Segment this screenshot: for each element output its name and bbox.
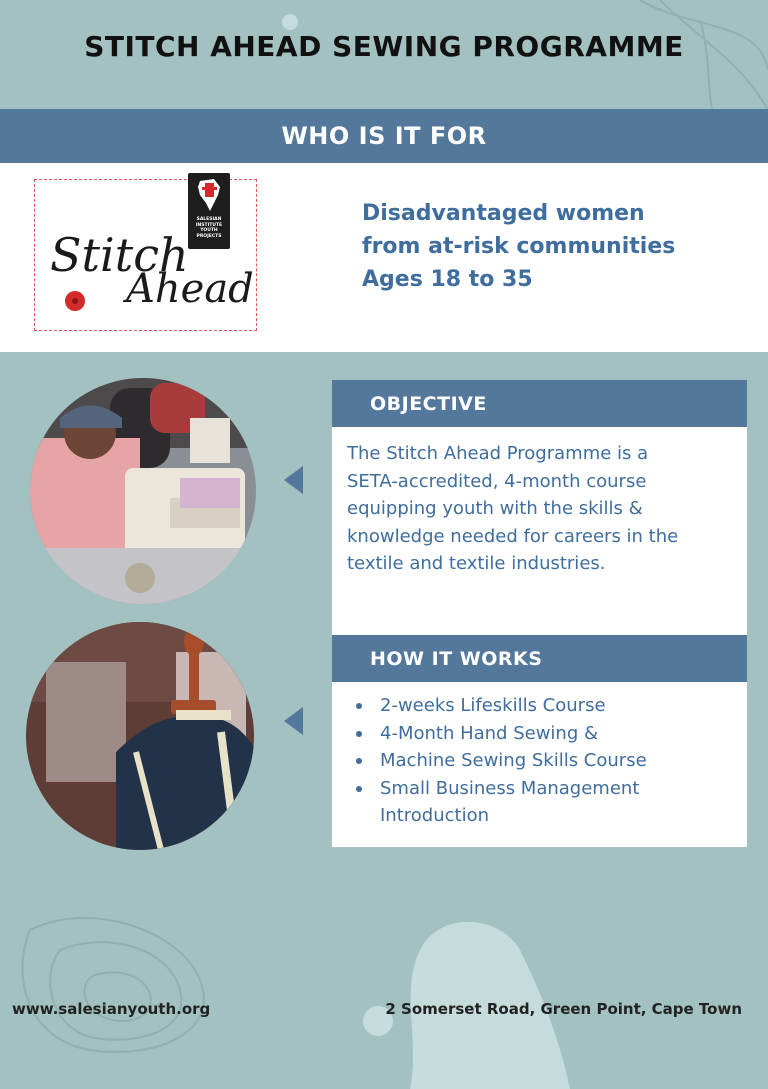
sewing-class-photo bbox=[30, 378, 256, 604]
how-it-works-pointer-icon bbox=[284, 707, 303, 735]
website-link[interactable]: www.salesianyouth.org bbox=[12, 1000, 211, 1018]
salesian-badge bbox=[188, 173, 230, 249]
objective-heading: OBJECTIVE bbox=[332, 380, 747, 427]
africa-map-icon bbox=[188, 173, 230, 217]
how-it-works-heading: HOW IT WORKS bbox=[332, 635, 747, 682]
who-is-it-for-heading: WHO IS IT FOR bbox=[0, 109, 768, 163]
logo-word-stitch: Stitch bbox=[50, 228, 189, 282]
sewing-button-icon bbox=[65, 291, 85, 311]
list-item: Machine Sewing Skills Course bbox=[356, 747, 647, 775]
how-it-works-list bbox=[356, 692, 647, 830]
list-item: Small Business Management Introduction bbox=[356, 775, 647, 830]
objective-text: The Stitch Ahead Programme is a SETA-accredited, 4-month course equipping youth with the skills & knowledge needed for careers in the textile and textile industries. bbox=[347, 443, 679, 574]
objective-pointer-icon bbox=[284, 466, 303, 494]
address-text: 2 Somerset Road, Green Point, Cape Town bbox=[385, 1000, 742, 1018]
who-is-it-for-text: Disadvantaged women from at-risk communities Ages 18 to 35 bbox=[362, 201, 676, 292]
mannequin-photo bbox=[26, 622, 254, 850]
logo-word-ahead: Ahead bbox=[126, 266, 254, 312]
list-item: 2-weeks Lifeskills Course bbox=[356, 692, 647, 720]
page-title: STITCH AHEAD SEWING PROGRAMME bbox=[84, 30, 684, 63]
objective-card bbox=[332, 380, 747, 635]
how-it-works-card bbox=[332, 635, 747, 847]
badge-text: SALESIAN INSTITUTE YOUTH PROJECTS bbox=[195, 217, 223, 239]
list-item: 4-Month Hand Sewing & bbox=[356, 720, 647, 748]
